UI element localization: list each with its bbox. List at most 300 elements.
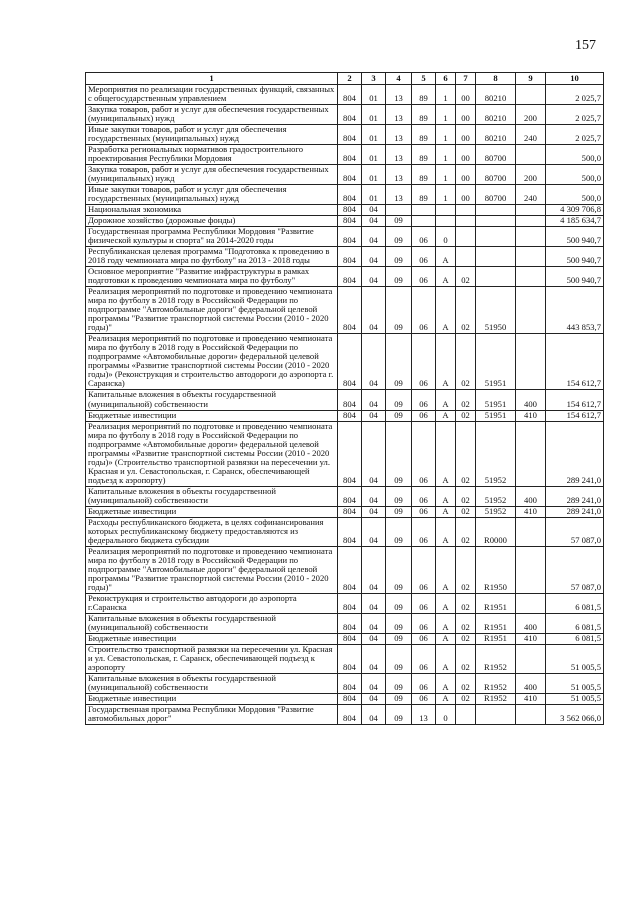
row-code: 0 [436,227,456,247]
row-code: 51951 [476,410,516,421]
row-code: 02 [456,506,476,517]
col-header: 5 [412,73,436,85]
row-code: 80210 [476,105,516,125]
row-code: 804 [338,410,362,421]
row-code: 804 [338,517,362,546]
table-row [86,486,604,506]
row-code: 51950 [476,287,516,334]
row-code [516,85,546,105]
row-code: 09 [386,390,412,410]
row-code: 09 [386,506,412,517]
row-code: 804 [338,334,362,390]
row-code: 01 [362,145,386,165]
row-code: 02 [456,517,476,546]
row-code: 02 [456,644,476,673]
row-amount: 500 940,7 [546,267,604,287]
row-code [516,287,546,334]
row-code: 01 [362,125,386,145]
row-amount: 154 612,7 [546,334,604,390]
row-amount: 57 087,0 [546,517,604,546]
row-code: 06 [412,593,436,613]
row-code [456,227,476,247]
row-code: 02 [456,693,476,704]
row-description: Республиканская целевая программа "Подготовка к проведению в 2018 году чемпионата мира по футболу" на 2013 - 2018 годы [86,247,338,267]
row-code: 06 [412,421,436,486]
table-row [86,205,604,216]
row-code: R0000 [476,517,516,546]
table-row [86,125,604,145]
row-amount: 500,0 [546,185,604,205]
row-code [516,227,546,247]
row-amount: 154 612,7 [546,390,604,410]
row-code [476,216,516,227]
table-row [86,506,604,517]
row-code: 804 [338,390,362,410]
row-amount: 154 612,7 [546,410,604,421]
row-description: Расходы республиканского бюджета, в целях софинансирования которых республиканскому бюджету предоставляются из федерального бюджета субсидии [86,517,338,546]
row-code: 04 [362,205,386,216]
row-amount: 289 241,0 [546,421,604,486]
row-code: 804 [338,693,362,704]
row-code [516,205,546,216]
row-code: 804 [338,506,362,517]
row-amount: 3 562 066,0 [546,704,604,724]
row-code [516,593,546,613]
row-code: 804 [338,205,362,216]
row-code: 200 [516,105,546,125]
table-row [86,85,604,105]
row-code [476,205,516,216]
col-header: 9 [516,73,546,85]
row-code: 04 [362,633,386,644]
row-code: 09 [386,287,412,334]
row-code: 1 [436,105,456,125]
row-code: 804 [338,165,362,185]
row-code: 06 [412,517,436,546]
row-description: Иные закупки товаров, работ и услуг для обеспечения государственных (муниципальных) нужд [86,185,338,205]
row-code: 240 [516,125,546,145]
row-code: 804 [338,125,362,145]
row-code: 13 [386,145,412,165]
row-code: 09 [386,593,412,613]
col-header: 2 [338,73,362,85]
row-code: 01 [362,105,386,125]
row-code: 04 [362,216,386,227]
row-code: А [436,506,456,517]
row-code: 1 [436,145,456,165]
row-code: 06 [412,287,436,334]
row-description: Реализация мероприятий по подготовке и проведению чемпионата мира по футболу в 2018 году в Российской Федерации по подпрограмме "Автомобильные дороги" федеральной целевой программы "Развитие транспортной системы России (2010 - 2020 годы)" [86,287,338,334]
table-row [86,227,604,247]
row-description: Бюджетные инвестиции [86,633,338,644]
row-code [516,247,546,267]
row-code: А [436,390,456,410]
row-code: 09 [386,227,412,247]
row-description: Капитальные вложения в объекты государственной (муниципальной) собственности [86,673,338,693]
row-code: 240 [516,185,546,205]
row-code [456,216,476,227]
row-code: 04 [362,421,386,486]
row-code [516,145,546,165]
row-code: 02 [456,390,476,410]
row-code [516,267,546,287]
row-amount: 2 025,7 [546,105,604,125]
row-description: Дорожное хозяйство (дорожные фонды) [86,216,338,227]
row-code: 02 [456,267,476,287]
row-code: А [436,334,456,390]
row-code: 06 [412,644,436,673]
row-amount: 57 087,0 [546,546,604,593]
row-code: 00 [456,85,476,105]
row-code: 89 [412,165,436,185]
row-code: 04 [362,410,386,421]
table-row [86,704,604,724]
row-code: 09 [386,546,412,593]
row-code [386,205,412,216]
row-code: 400 [516,613,546,633]
table-row [86,421,604,486]
row-code: 804 [338,421,362,486]
row-code: 09 [386,247,412,267]
row-code: 804 [338,145,362,165]
row-description: Закупка товаров, работ и услуг для обеспечения государственных (муниципальных) нужд [86,105,338,125]
table-row [86,546,604,593]
col-header: 3 [362,73,386,85]
row-amount: 443 853,7 [546,287,604,334]
row-code: 0 [436,704,456,724]
row-code: А [436,644,456,673]
row-description: Капитальные вложения в объекты государственной (муниципальной) собственности [86,390,338,410]
row-code [516,216,546,227]
row-description: Мероприятия по реализации государственных функций, связанных с общегосударственным управлением [86,85,338,105]
col-header: 6 [436,73,456,85]
row-description: Основное мероприятие "Развитие инфраструктуры в рамках подготовки к проведению чемпионата мира по футболу" [86,267,338,287]
row-code: 06 [412,410,436,421]
row-code: 00 [456,185,476,205]
table-body [86,85,604,725]
table-row [86,105,604,125]
row-code: 51951 [476,390,516,410]
row-code: 00 [456,125,476,145]
row-code: 01 [362,165,386,185]
table-row [86,693,604,704]
row-code: 04 [362,517,386,546]
row-code [516,704,546,724]
row-code: R1951 [476,613,516,633]
row-code: 400 [516,390,546,410]
col-header: 7 [456,73,476,85]
row-amount: 500,0 [546,145,604,165]
row-code [456,704,476,724]
row-code: 04 [362,247,386,267]
row-code: А [436,421,456,486]
row-code: 09 [386,704,412,724]
row-code [476,267,516,287]
row-code: 09 [386,613,412,633]
row-code: 06 [412,546,436,593]
row-code: 02 [456,486,476,506]
table-row [86,517,604,546]
row-description: Государственная программа Республики Мордовия "Развитие физической культуры и спорта" на 2014-2020 годы [86,227,338,247]
row-code [412,216,436,227]
row-code: 400 [516,486,546,506]
row-code: 804 [338,593,362,613]
row-code: 1 [436,185,456,205]
row-code: А [436,693,456,704]
row-description: Национальная экономика [86,205,338,216]
row-code: 02 [456,613,476,633]
table-row [86,613,604,633]
row-amount: 289 241,0 [546,486,604,506]
row-code [476,247,516,267]
row-code: 06 [412,227,436,247]
row-code: 02 [456,593,476,613]
row-code: 04 [362,546,386,593]
row-code: 410 [516,693,546,704]
row-code: R1950 [476,546,516,593]
row-code: 09 [386,410,412,421]
row-code: 804 [338,486,362,506]
row-code: 1 [436,85,456,105]
row-code [516,421,546,486]
row-code: 804 [338,633,362,644]
row-code: 1 [436,125,456,145]
row-code: 410 [516,506,546,517]
row-code: 09 [386,693,412,704]
row-code: 04 [362,227,386,247]
row-code: 804 [338,613,362,633]
row-code: 04 [362,334,386,390]
row-description: Бюджетные инвестиции [86,506,338,517]
row-code: 09 [386,267,412,287]
row-code [476,704,516,724]
row-code [516,334,546,390]
col-header: 4 [386,73,412,85]
budget-table [85,72,604,725]
row-code: 09 [386,334,412,390]
row-code: 804 [338,185,362,205]
row-description: Закупка товаров, работ и услуг для обеспечения государственных (муниципальных) нужд [86,165,338,185]
row-code: 02 [456,410,476,421]
header-row [86,73,604,85]
row-code: 02 [456,546,476,593]
row-code: 410 [516,410,546,421]
row-code: 400 [516,673,546,693]
row-code: 04 [362,506,386,517]
row-code: 13 [386,125,412,145]
row-code: 06 [412,390,436,410]
row-code: 80700 [476,165,516,185]
table-row [86,334,604,390]
row-code: 13 [386,165,412,185]
row-code: 51952 [476,421,516,486]
row-code: 804 [338,247,362,267]
row-code [436,216,456,227]
table-row [86,644,604,673]
row-code: 80700 [476,145,516,165]
row-code: R1952 [476,673,516,693]
row-code: А [436,267,456,287]
row-code: А [436,410,456,421]
row-code: 89 [412,185,436,205]
row-code: А [436,633,456,644]
row-code: 00 [456,105,476,125]
row-code: 02 [456,287,476,334]
row-code: 804 [338,267,362,287]
row-code: 804 [338,673,362,693]
row-amount: 51 005,5 [546,693,604,704]
row-code: 06 [412,267,436,287]
row-amount: 6 081,5 [546,633,604,644]
row-code: 06 [412,506,436,517]
row-description: Бюджетные инвестиции [86,410,338,421]
row-code: R1951 [476,633,516,644]
table-row [86,165,604,185]
row-code [456,205,476,216]
row-code: 00 [456,145,476,165]
row-code: 804 [338,644,362,673]
row-amount: 289 241,0 [546,506,604,517]
row-description: Капитальные вложения в объекты государственной (муниципальной) собственности [86,486,338,506]
row-code: 89 [412,105,436,125]
table-row [86,287,604,334]
row-code: 200 [516,165,546,185]
row-code: 13 [386,85,412,105]
row-code: 04 [362,693,386,704]
row-code: 09 [386,517,412,546]
row-code: 00 [456,165,476,185]
row-code: 06 [412,247,436,267]
row-description: Бюджетные инвестиции [86,693,338,704]
row-code: 02 [456,673,476,693]
table-row [86,185,604,205]
row-code: 04 [362,267,386,287]
row-amount: 500,0 [546,165,604,185]
row-code [516,546,546,593]
row-amount: 500 940,7 [546,227,604,247]
row-code: 06 [412,334,436,390]
row-code: 13 [386,105,412,125]
row-code: 06 [412,633,436,644]
col-header: 1 [86,73,338,85]
table-row [86,145,604,165]
table-row [86,267,604,287]
row-description: Государственная программа Республики Мордовия "Развитие автомобильных дорог" [86,704,338,724]
table-row [86,247,604,267]
row-code: 89 [412,85,436,105]
row-amount: 2 025,7 [546,85,604,105]
row-code: 09 [386,216,412,227]
row-code: 04 [362,486,386,506]
col-header: 8 [476,73,516,85]
table-row [86,673,604,693]
row-code [436,205,456,216]
row-code: 09 [386,421,412,486]
table-row [86,593,604,613]
row-code: 01 [362,85,386,105]
row-code: А [436,287,456,334]
row-code: 804 [338,546,362,593]
row-code [516,644,546,673]
row-code: А [436,247,456,267]
row-code: 80700 [476,185,516,205]
row-amount: 51 005,5 [546,673,604,693]
row-code [456,247,476,267]
row-code: 02 [456,633,476,644]
row-code: А [436,593,456,613]
row-description: Капитальные вложения в объекты государственной (муниципальной) собственности [86,613,338,633]
row-code: 09 [386,644,412,673]
row-code: 80210 [476,85,516,105]
row-code: А [436,673,456,693]
row-code: 04 [362,613,386,633]
row-code: 09 [386,633,412,644]
row-code: 804 [338,287,362,334]
row-description: Реализация мероприятий по подготовке и проведению чемпионата мира по футболу в 2018 году в Российской Федерации по подпрограмме «Автомобильные дороги» федеральной целевой программы «Развитие транспортной системы России (2010 - 2020 годы)» (Реконструкция и строительство автодороги до аэропорта г. Саранска) [86,334,338,390]
row-description: Реконструкция и строительство автодороги до аэропорта г.Саранска [86,593,338,613]
row-code: 410 [516,633,546,644]
row-code: 04 [362,673,386,693]
row-code: 804 [338,216,362,227]
row-description: Иные закупки товаров, работ и услуг для обеспечения государственных (муниципальных) нужд [86,125,338,145]
row-code: 01 [362,185,386,205]
row-code: 04 [362,287,386,334]
row-code: 04 [362,390,386,410]
row-code: R1951 [476,593,516,613]
row-code: 09 [386,673,412,693]
row-amount: 2 025,7 [546,125,604,145]
row-code: R1952 [476,693,516,704]
row-code: 04 [362,593,386,613]
row-code: 04 [362,644,386,673]
row-code: 13 [386,185,412,205]
row-code: 09 [386,486,412,506]
row-code: 02 [456,421,476,486]
row-code: 804 [338,704,362,724]
row-code: 06 [412,486,436,506]
row-code: 51952 [476,506,516,517]
table-row [86,410,604,421]
row-amount: 6 081,5 [546,593,604,613]
row-description: Строительство транспортной развязки на пересечении ул. Красная и ул. Севастопольская, г. Саранск, обеспечивающей подъезд к аэропорту [86,644,338,673]
row-code: 804 [338,105,362,125]
row-code: А [436,613,456,633]
row-code [516,517,546,546]
row-code: 06 [412,613,436,633]
row-code: 1 [436,165,456,185]
table-row [86,633,604,644]
row-description: Реализация мероприятий по подготовке и проведению чемпионата мира по футболу в 2018 году в Российской Федерации по подпрограмме «Автомобильные дороги» федеральной целевой программы «Развитие транспортной системы России (2010 - 2020 годы)» (Строительство транспортной развязки на пересечении ул. Красная и ул. Севастопольская, г. Саранск, обеспечивающей подъезд к аэропорту) [86,421,338,486]
row-amount: 51 005,5 [546,644,604,673]
col-header: 10 [546,73,604,85]
row-amount: 4 309 706,8 [546,205,604,216]
row-code: R1952 [476,644,516,673]
table-row [86,390,604,410]
row-code [476,227,516,247]
row-amount: 4 185 634,7 [546,216,604,227]
row-code: А [436,517,456,546]
row-amount: 500 940,7 [546,247,604,267]
table-row [86,216,604,227]
row-code: 13 [412,704,436,724]
row-code: 02 [456,334,476,390]
row-code: 89 [412,145,436,165]
row-code: А [436,486,456,506]
row-code: 89 [412,125,436,145]
row-code: 51951 [476,334,516,390]
row-code: 51952 [476,486,516,506]
row-description: Реализация мероприятий по подготовке и проведению чемпионата мира по футболу в 2018 году в Российской Федерации по подпрограмме "Автомобильные дороги" федеральной целевой программы "Развитие транспортной системы России (2010 - 2020 годы)" [86,546,338,593]
